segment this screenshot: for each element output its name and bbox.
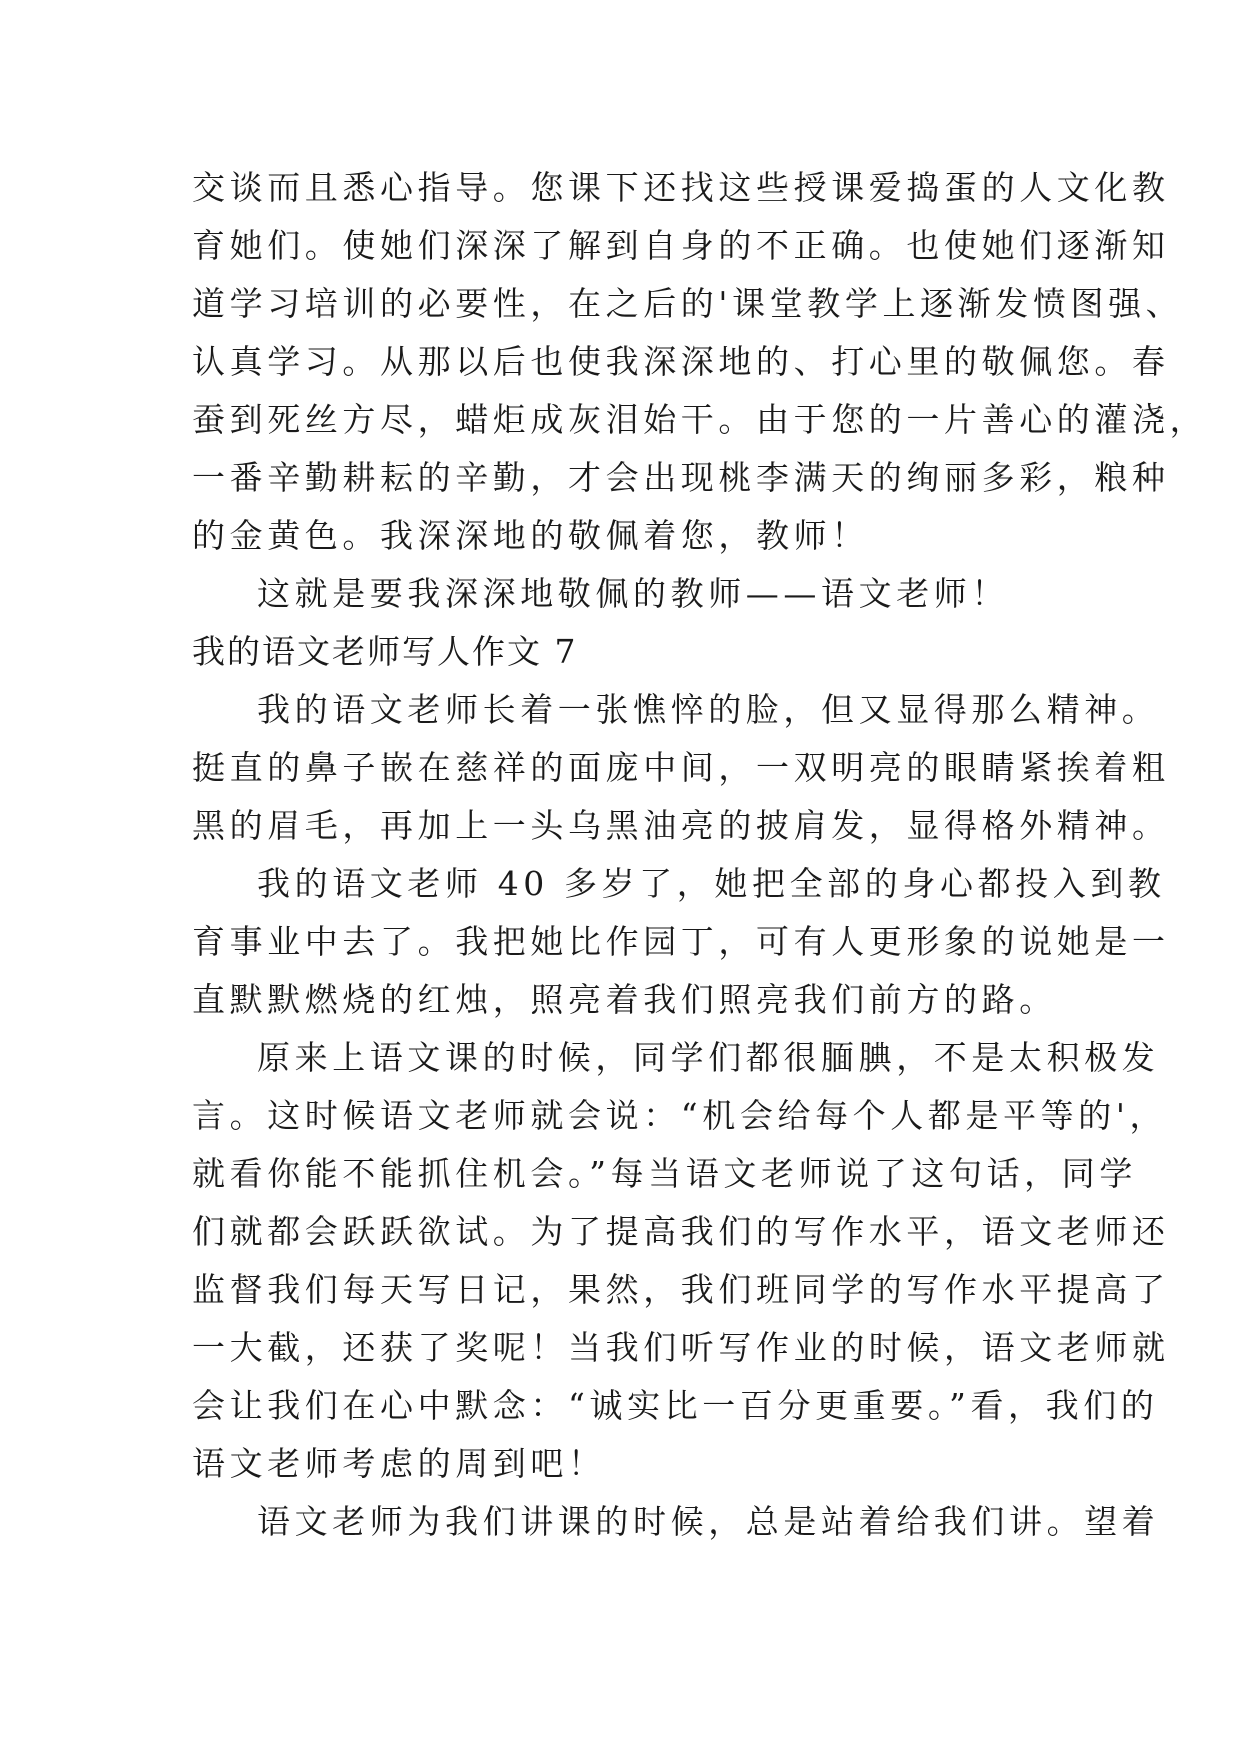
text-line: 育事业中去了。我把她比作园丁，可有人更形象的说她是一 [192,922,1170,961]
text-line: 一番辛勤耕耘的辛勤，才会出现桃李满天的绚丽多彩，粮种 [192,458,1170,497]
text-line: 语文老师考虑的周到吧！ [192,1444,606,1483]
text-line: 黑的眉毛，再加上一头乌黑油亮的披肩发，显得格外精神。 [192,806,1170,845]
text-line: 们就都会跃跃欲试。为了提高我们的写作水平，语文老师还 [192,1212,1170,1251]
paragraph-first-line: 语文老师为我们讲课的时候，总是站着给我们讲。望着 [257,1502,1160,1541]
text-line: 挺直的鼻子嵌在慈祥的面庞中间，一双明亮的眼睛紧挨着粗 [192,748,1170,787]
text-line: 会让我们在心中默念：“诚实比一百分更重要。”看，我们的 [192,1386,1159,1425]
text-line: 一大截，还获了奖呢！当我们听写作业的时候，语文老师就 [192,1328,1170,1367]
section-heading: 我的语文老师写人作文 7 [192,632,578,671]
text-line: 监督我们每天写日记，果然，我们班同学的写作水平提高了 [192,1270,1170,1309]
text-line: 就看你能不能抓住机会。”每当语文老师说了这句话，同学 [192,1154,1137,1193]
text-line: 言。这时候语文老师就会说：“机会给每个人都是平等的'， [192,1096,1168,1135]
paragraph-first-line: 原来上语文课的时候，同学们都很腼腆，不是太积极发 [257,1038,1160,1077]
text-line: 交谈而且悉心指导。您课下还找这些授课爱捣蛋的人文化教 [192,168,1170,207]
paragraph-first-line: 我的语文老师 40 多岁了，她把全部的身心都投入到教 [257,864,1166,903]
paragraph-first-line: 这就是要我深深地敬佩的教师——语文老师！ [257,574,1009,613]
text-line: 育她们。使她们深深了解到自身的不正确。也使她们逐渐知 [192,226,1170,265]
paragraph-first-line: 我的语文老师长着一张憔悴的脸，但又显得那么精神。 [257,690,1160,729]
text-line: 道学习培训的必要性，在之后的'课堂教学上逐渐发愤图强、 [192,284,1184,323]
text-line: 的金黄色。我深深地的敬佩着您，教师！ [192,516,869,555]
text-line: 直默默燃烧的红烛，照亮着我们照亮我们前方的路。 [192,980,1057,1019]
text-line: 认真学习。从那以后也使我深深地的、打心里的敬佩您。春 [192,342,1170,381]
text-line: 蚕到死丝方尽，蜡炬成灰泪始干。由于您的一片善心的灌浇， [192,400,1208,439]
